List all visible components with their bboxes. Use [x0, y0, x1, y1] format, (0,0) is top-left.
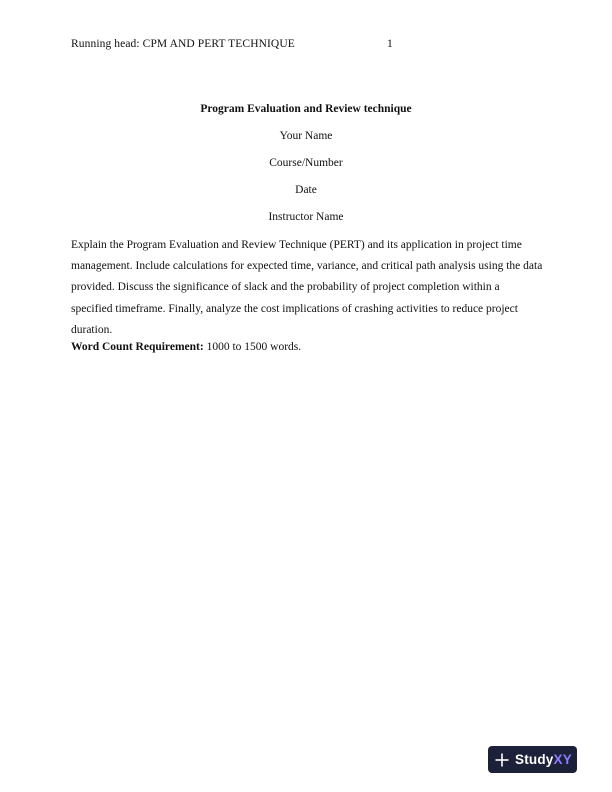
page-number: 1 — [387, 38, 393, 50]
word-count-value: 1000 to 1500 words. — [203, 341, 302, 353]
author-name: Your Name — [279, 130, 333, 142]
assignment-prompt: Explain the Program Evaluation and Review Technique (PERT) and its application in project time management. Include calculations for expected time, variance, and critical path analysis using the data provided. Discuss the significance of slack and the probability of project completion within a specified timeframe. Finally, analyze the cost implications of crashing activities to reduce project duration. — [71, 239, 543, 336]
running-head: Running head: CPM AND PERT TECHNIQUE — [71, 38, 295, 50]
brand-main: Study — [515, 752, 554, 767]
studyxy-watermark — [488, 746, 577, 773]
studyxy-logo-text — [515, 752, 572, 767]
document-title: Program Evaluation and Review technique — [200, 103, 412, 115]
document-date: Date — [295, 184, 317, 196]
course-number: Course/Number — [269, 157, 343, 169]
word-count-label: Word Count Requirement: — [71, 341, 204, 353]
brand-accent: XY — [553, 752, 572, 767]
instructor-name: Instructor Name — [268, 211, 344, 223]
word-count-requirement — [71, 341, 301, 353]
plus-icon — [494, 752, 510, 768]
